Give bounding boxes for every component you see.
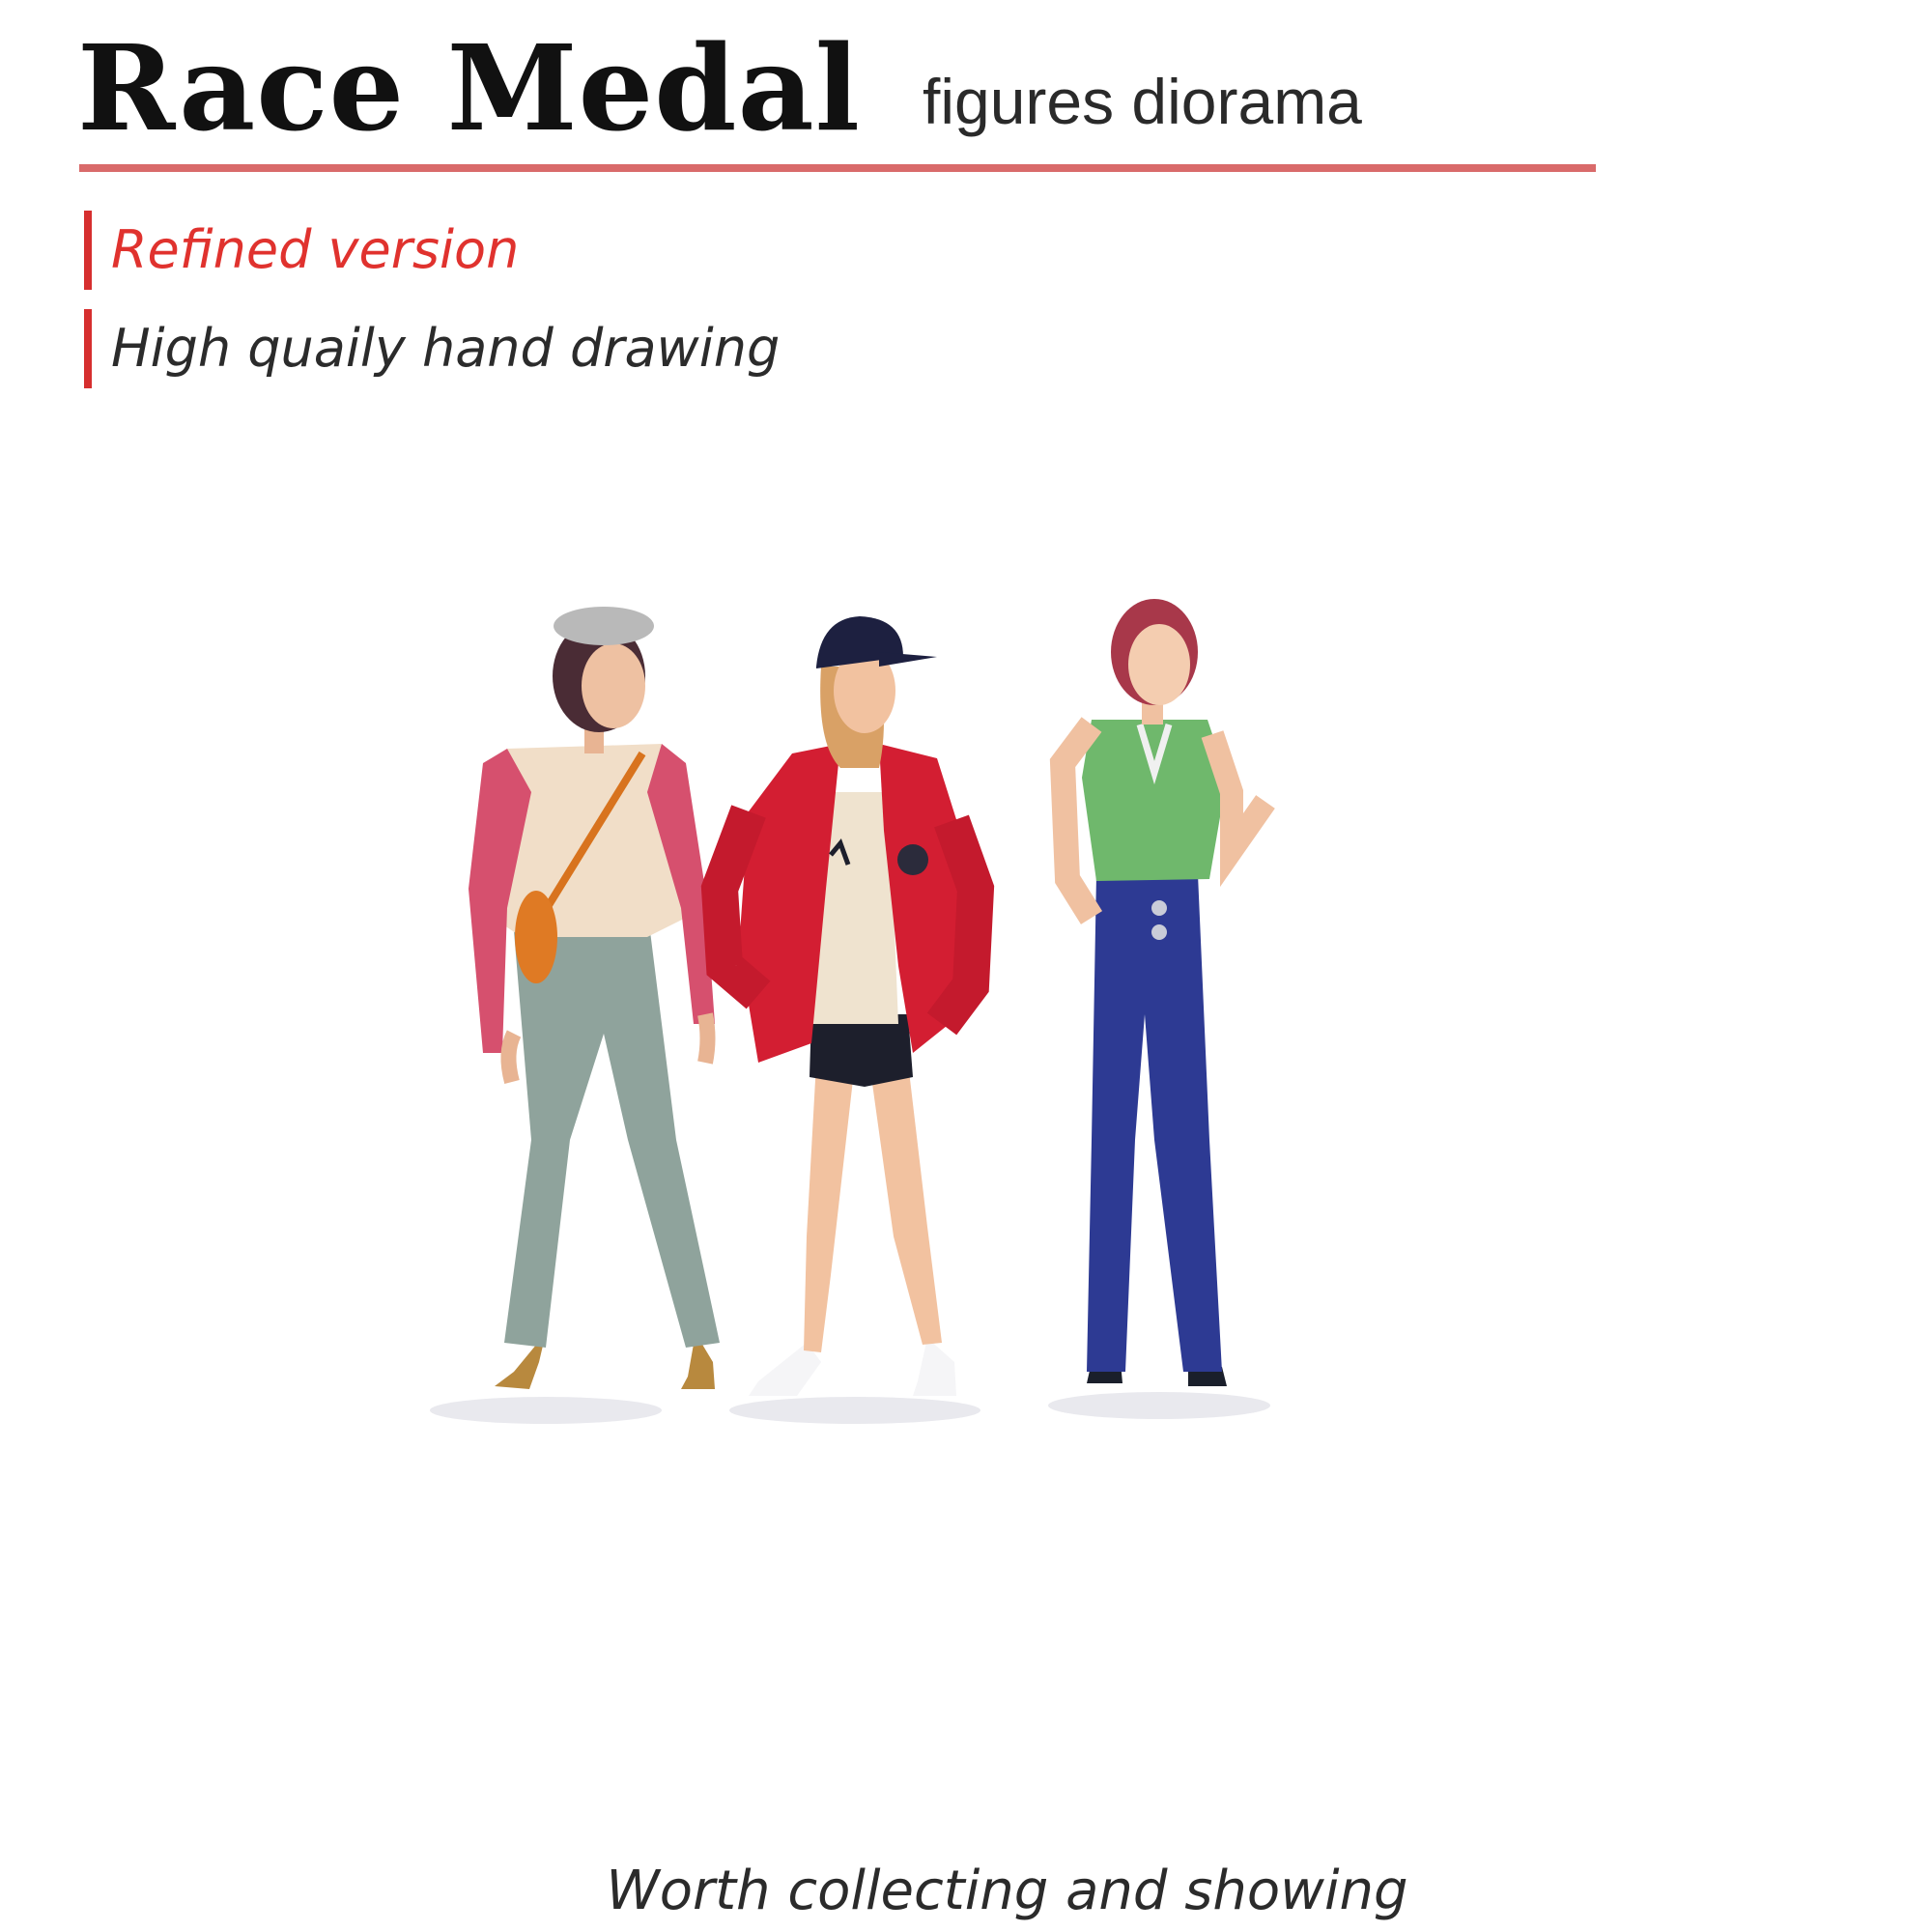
figure-right [1063,599,1265,1386]
feature-refined-version: Refined version [84,211,519,290]
figure-center [720,616,976,1396]
brand-title: Race Medal [77,18,861,157]
tagline: figures diorama [923,66,1362,137]
footer-caption: Worth collecting and showing [606,1860,1408,1922]
figure-left [469,607,720,1389]
header-divider [79,164,1596,172]
feature-hand-drawing: High quaily hand drawing [84,309,780,388]
figures-product-photo [425,599,1488,1449]
